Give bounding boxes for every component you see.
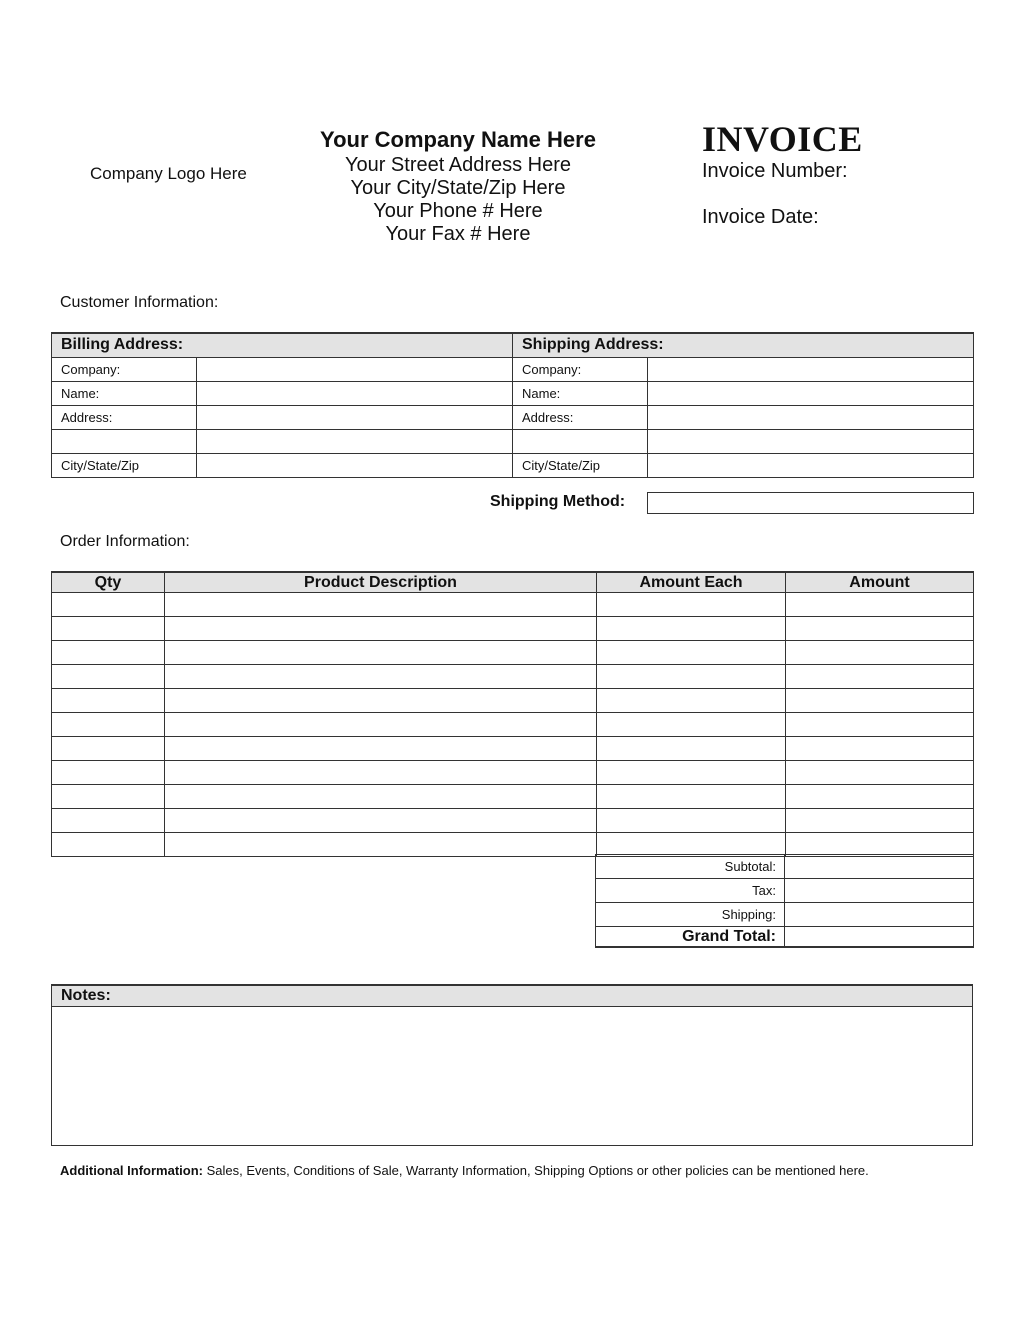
shipping-address-header: Shipping Address: — [513, 333, 974, 357]
subtotal-label: Subtotal: — [596, 855, 785, 879]
shipping-method-field[interactable] — [647, 492, 974, 514]
order-cell-qty[interactable] — [52, 689, 165, 713]
order-cell-amount[interactable] — [786, 713, 974, 737]
order-cell-amount-each[interactable] — [597, 665, 786, 689]
shipping-company-field[interactable] — [648, 357, 974, 381]
company-info — [270, 126, 646, 246]
order-cell-amount-each[interactable] — [597, 593, 786, 617]
shipping-name-label: Name: — [513, 381, 648, 405]
shipping-address-label: Address: — [513, 405, 648, 429]
address-row — [52, 453, 974, 477]
notes-box — [51, 984, 973, 1146]
address-row — [52, 357, 974, 381]
address-row — [52, 405, 974, 429]
order-table — [51, 571, 974, 857]
shipping-cost-label: Shipping: — [596, 903, 785, 927]
order-cell-description[interactable] — [165, 689, 597, 713]
billing-address-field[interactable] — [197, 405, 513, 429]
billing-name-label: Name: — [52, 381, 197, 405]
order-cell-amount[interactable] — [786, 761, 974, 785]
order-cell-amount[interactable] — [786, 665, 974, 689]
order-cell-description[interactable] — [165, 665, 597, 689]
order-cell-description[interactable] — [165, 833, 597, 857]
order-cell-amount-each[interactable] — [597, 641, 786, 665]
shipping-city-state-zip-field[interactable] — [648, 453, 974, 477]
order-cell-qty[interactable] — [52, 785, 165, 809]
billing-address2-label — [52, 429, 197, 453]
order-cell-qty[interactable] — [52, 593, 165, 617]
order-cell-amount-each[interactable] — [597, 761, 786, 785]
order-cell-description[interactable] — [165, 593, 597, 617]
column-header-amount: Amount — [786, 572, 974, 593]
order-cell-description[interactable] — [165, 761, 597, 785]
order-info-label: Order Information: — [60, 533, 190, 550]
order-cell-description[interactable] — [165, 737, 597, 761]
billing-city-state-zip-field[interactable] — [197, 453, 513, 477]
totals-table — [595, 854, 974, 948]
order-cell-amount[interactable] — [786, 809, 974, 833]
order-cell-amount[interactable] — [786, 641, 974, 665]
company-phone: Your Phone # Here — [373, 200, 543, 222]
shipping-address2-field[interactable] — [648, 429, 974, 453]
address-table — [51, 332, 974, 478]
order-cell-amount[interactable] — [786, 833, 974, 857]
order-row — [52, 833, 974, 857]
order-cell-description[interactable] — [165, 617, 597, 641]
shipping-city-state-zip-label: City/State/Zip — [513, 453, 648, 477]
shipping-address-field[interactable] — [648, 405, 974, 429]
invoice-title: INVOICE — [702, 119, 863, 159]
notes-field[interactable] — [52, 1007, 972, 1146]
order-cell-description[interactable] — [165, 641, 597, 665]
additional-information — [60, 1163, 869, 1178]
order-cell-amount[interactable] — [786, 617, 974, 641]
additional-info-text: Sales, Events, Conditions of Sale, Warranty Information, Shipping Options or other policies can be mentioned here. — [206, 1163, 869, 1178]
subtotal-field[interactable] — [785, 855, 974, 879]
order-cell-amount[interactable] — [786, 785, 974, 809]
address-row — [52, 429, 974, 453]
order-cell-amount-each[interactable] — [597, 809, 786, 833]
order-cell-qty[interactable] — [52, 617, 165, 641]
additional-info-label: Additional Information: — [60, 1163, 203, 1178]
column-header-amount-each: Amount Each — [597, 572, 786, 593]
shipping-address2-label — [513, 429, 648, 453]
order-cell-description[interactable] — [165, 713, 597, 737]
order-row — [52, 641, 974, 665]
tax-field[interactable] — [785, 879, 974, 903]
order-cell-amount-each[interactable] — [597, 689, 786, 713]
company-name: Your Company Name Here — [320, 127, 596, 152]
shipping-company-label: Company: — [513, 357, 648, 381]
order-row — [52, 593, 974, 617]
order-cell-amount-each[interactable] — [597, 785, 786, 809]
shipping-cost-field[interactable] — [785, 903, 974, 927]
order-cell-qty[interactable] — [52, 761, 165, 785]
order-rows — [52, 593, 974, 857]
order-row — [52, 665, 974, 689]
customer-info-label: Customer Information: — [60, 294, 219, 311]
company-street: Your Street Address Here — [344, 154, 572, 176]
billing-address2-field[interactable] — [197, 429, 513, 453]
order-cell-qty[interactable] — [52, 665, 165, 689]
order-row — [52, 785, 974, 809]
company-city-state-zip: Your City/State/Zip Here — [350, 177, 566, 199]
billing-city-state-zip-label: City/State/Zip — [52, 453, 197, 477]
order-row — [52, 689, 974, 713]
shipping-method-label: Shipping Method: — [490, 493, 626, 510]
billing-name-field[interactable] — [197, 381, 513, 405]
column-header-qty: Qty — [52, 572, 165, 593]
shipping-name-field[interactable] — [648, 381, 974, 405]
grand-total-field[interactable] — [785, 927, 974, 948]
order-cell-amount-each[interactable] — [597, 713, 786, 737]
address-row — [52, 381, 974, 405]
invoice-date-label: Invoice Date: — [702, 206, 819, 228]
order-cell-qty[interactable] — [52, 809, 165, 833]
order-cell-qty[interactable] — [52, 641, 165, 665]
column-header-product-description: Product Description — [165, 572, 597, 593]
company-logo-placeholder: Company Logo Here — [90, 164, 247, 183]
order-cell-amount-each[interactable] — [597, 617, 786, 641]
order-row — [52, 737, 974, 761]
notes-header: Notes: — [52, 985, 972, 1007]
order-cell-amount[interactable] — [786, 689, 974, 713]
billing-address-header: Billing Address: — [52, 333, 513, 357]
billing-address-label: Address: — [52, 405, 197, 429]
order-cell-amount[interactable] — [786, 593, 974, 617]
order-row — [52, 617, 974, 641]
order-cell-description[interactable] — [165, 809, 597, 833]
company-fax: Your Fax # Here — [385, 223, 531, 245]
order-cell-amount-each[interactable] — [597, 737, 786, 761]
order-cell-description[interactable] — [165, 785, 597, 809]
order-cell-qty[interactable] — [52, 713, 165, 737]
order-cell-qty[interactable] — [52, 833, 165, 857]
order-row — [52, 809, 974, 833]
order-row — [52, 761, 974, 785]
order-cell-qty[interactable] — [52, 737, 165, 761]
invoice-number-label: Invoice Number: — [702, 160, 848, 182]
order-row — [52, 713, 974, 737]
order-cell-amount[interactable] — [786, 737, 974, 761]
tax-label: Tax: — [596, 879, 785, 903]
order-cell-amount-each[interactable] — [597, 833, 786, 857]
billing-company-label: Company: — [52, 357, 197, 381]
grand-total-label: Grand Total: — [596, 927, 785, 948]
billing-company-field[interactable] — [197, 357, 513, 381]
